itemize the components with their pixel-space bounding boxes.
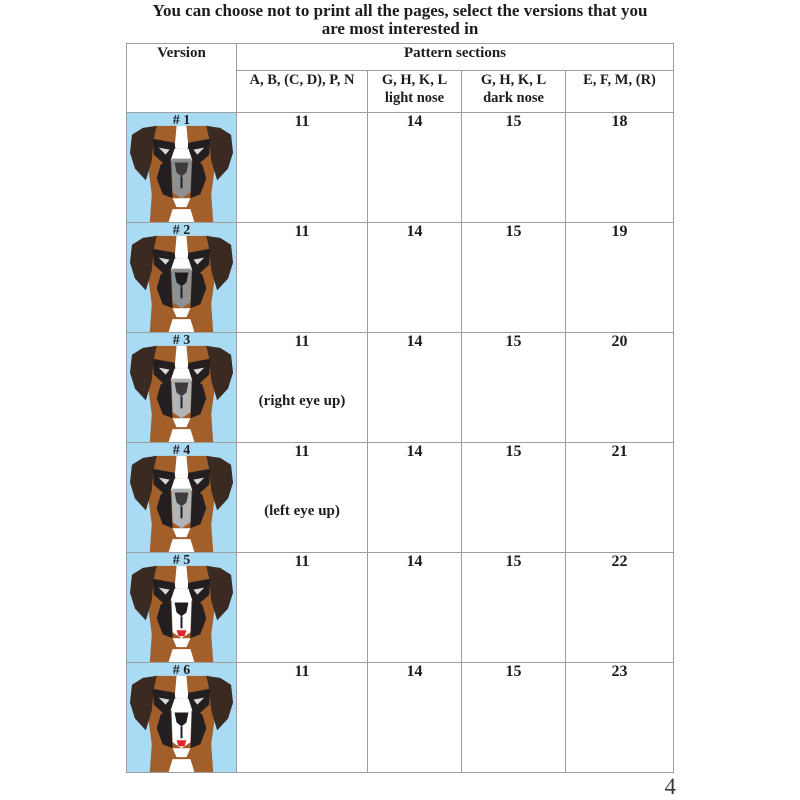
section-page-cell: 11 — [237, 663, 368, 773]
version-label: # 3 — [172, 333, 191, 348]
dog-illustration — [127, 223, 236, 332]
table-row — [127, 663, 674, 773]
section-page-cell — [237, 443, 368, 553]
section-header-line: A, B, (C, D), P, N — [249, 72, 355, 88]
boxer-dog-image — [127, 443, 236, 552]
section-page-cell: 15 — [462, 443, 566, 553]
version-cell — [127, 333, 237, 443]
section-header — [368, 71, 462, 113]
section-page-cell: 23 — [566, 663, 674, 773]
section-header-line: dark nose — [483, 90, 544, 106]
section-page-cell — [237, 333, 368, 443]
table-row — [127, 443, 674, 553]
boxer-dog-image — [127, 333, 236, 442]
section-header-line: E, F, M, (R) — [583, 72, 656, 88]
dog-illustration — [127, 113, 236, 222]
section-page-value: 11 — [294, 443, 310, 460]
boxer-dog-image — [127, 553, 236, 662]
header-row — [127, 44, 674, 71]
boxer-dog-shape — [127, 223, 236, 332]
section-page-cell: 14 — [368, 663, 462, 773]
section-header-line: light nose — [384, 90, 445, 106]
page-title — [0, 2, 800, 38]
version-pattern-table — [126, 43, 674, 773]
boxer-dog-image — [127, 223, 236, 332]
version-cell — [127, 443, 237, 553]
section-page-cell: 20 — [566, 333, 674, 443]
table-row — [127, 553, 674, 663]
section-page-cell: 15 — [462, 113, 566, 223]
section-page-cell: 14 — [368, 223, 462, 333]
table-row — [127, 113, 674, 223]
section-page-cell: 15 — [462, 223, 566, 333]
section-page-cell: 21 — [566, 443, 674, 553]
boxer-dog-shape — [127, 443, 236, 552]
dog-illustration — [127, 663, 236, 772]
page-number: 4 — [664, 774, 676, 799]
section-page-cell: 15 — [462, 553, 566, 663]
boxer-dog-image — [127, 663, 236, 772]
section-header-line: G, H, K, L — [381, 72, 448, 88]
section-header — [462, 71, 566, 113]
dog-illustration — [127, 443, 236, 552]
version-cell — [127, 553, 237, 663]
boxer-dog-image — [127, 113, 236, 222]
pattern-sections-header: Pattern sections — [237, 44, 674, 71]
version-cell — [127, 663, 237, 773]
version-label: # 6 — [172, 663, 191, 678]
section-page-cell: 11 — [237, 223, 368, 333]
version-label: # 1 — [172, 113, 191, 128]
section-page-cell: 19 — [566, 223, 674, 333]
section-page-cell: 14 — [368, 333, 462, 443]
version-header: Version — [127, 44, 237, 113]
version-note: (left eye up) — [264, 503, 340, 519]
dog-illustration — [127, 553, 236, 662]
version-note: (right eye up) — [258, 393, 346, 409]
boxer-dog-shape — [127, 663, 236, 772]
boxer-dog-shape — [127, 553, 236, 662]
boxer-dog-shape — [127, 333, 236, 442]
section-header — [566, 71, 674, 113]
section-page-cell: 18 — [566, 113, 674, 223]
section-page-cell: 22 — [566, 553, 674, 663]
section-header — [237, 71, 368, 113]
section-page-cell: 14 — [368, 553, 462, 663]
page-title-line: You can choose not to print all the pages, select the versions that you — [152, 1, 648, 20]
section-page-cell: 15 — [462, 663, 566, 773]
section-page-cell: 14 — [368, 113, 462, 223]
section-page-cell: 15 — [462, 333, 566, 443]
version-cell — [127, 223, 237, 333]
section-page-value: 11 — [294, 333, 310, 350]
section-page-cell: 14 — [368, 443, 462, 553]
version-label: # 2 — [172, 223, 191, 238]
section-header-line: G, H, K, L — [480, 72, 547, 88]
dog-illustration — [127, 333, 236, 442]
page-title-line: are most interested in — [321, 19, 479, 38]
table-row — [127, 223, 674, 333]
boxer-dog-shape — [127, 113, 236, 222]
section-page-cell: 11 — [237, 553, 368, 663]
version-label: # 5 — [172, 553, 191, 568]
version-label: # 4 — [172, 443, 191, 458]
section-page-cell: 11 — [237, 113, 368, 223]
version-cell — [127, 113, 237, 223]
table-row — [127, 333, 674, 443]
